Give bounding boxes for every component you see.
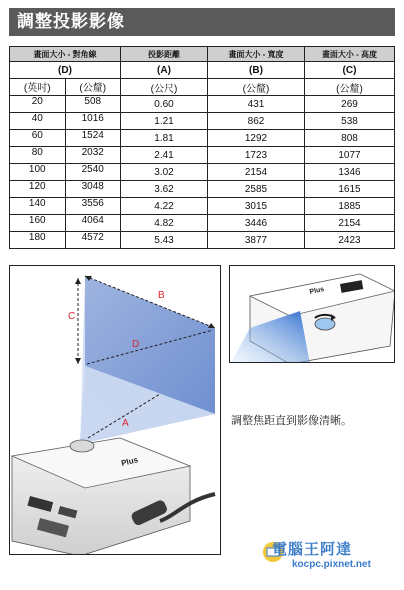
cell-mm: 508 — [84, 96, 102, 107]
cell-diagonal — [10, 181, 121, 198]
cell-distance: 2.41 — [121, 147, 208, 164]
projection-spec-table — [9, 46, 395, 249]
cell-distance: 0.60 — [121, 96, 208, 113]
cell-mm: 3048 — [81, 181, 104, 192]
cell-inch: 40 — [10, 113, 66, 129]
cell-height: 2423 — [305, 232, 395, 249]
cell-distance: 1.81 — [121, 130, 208, 147]
cell-diagonal — [10, 164, 121, 181]
cell-mm: 3556 — [81, 198, 104, 209]
cell-distance: 1.21 — [121, 113, 208, 130]
brand-logo: Plus — [120, 455, 139, 468]
table-row — [10, 130, 395, 147]
watermark-url: kocpc.pixnet.net — [292, 559, 371, 570]
cell-height: 1885 — [305, 198, 395, 215]
table-row — [10, 96, 395, 113]
cell-width: 862 — [208, 113, 305, 130]
cell-inch: 140 — [10, 198, 66, 214]
cell-distance: 4.22 — [121, 198, 208, 215]
cell-height: 2154 — [305, 215, 395, 232]
unit-mm: (公釐) — [79, 83, 107, 94]
cell-mm: 1524 — [81, 130, 104, 141]
table-row — [10, 147, 395, 164]
cell-mm: 1016 — [81, 113, 104, 124]
cell-width: 3446 — [208, 215, 305, 232]
page-title: 調整投影影像 — [9, 8, 395, 36]
header-height: 畫面大小 - 高度 — [305, 47, 395, 62]
watermark-title: 電腦王阿達 — [272, 541, 353, 558]
table-row — [10, 113, 395, 130]
table-code-row — [10, 62, 395, 79]
cell-width: 1292 — [208, 130, 305, 147]
table-row — [10, 215, 395, 232]
code-b: (B) — [208, 62, 305, 79]
cell-height: 1346 — [305, 164, 395, 181]
cell-width: 2154 — [208, 164, 305, 181]
cell-diagonal — [10, 198, 121, 215]
cell-diagonal — [10, 232, 121, 249]
table-unit-row — [10, 79, 395, 96]
focus-diagram-svg — [230, 266, 395, 363]
cell-inch: 120 — [10, 181, 66, 197]
lens-icon — [70, 440, 94, 452]
cell-width: 2585 — [208, 181, 305, 198]
cell-diagonal — [10, 113, 121, 130]
code-c: (C) — [305, 62, 395, 79]
table-header-row — [10, 47, 395, 62]
cell-height: 808 — [305, 130, 395, 147]
projection-diagram-svg — [10, 266, 221, 555]
cell-width: 1723 — [208, 147, 305, 164]
cell-mm: 4064 — [81, 215, 104, 226]
cell-inch: 100 — [10, 164, 66, 180]
label-c: C — [68, 311, 76, 322]
arrowhead — [75, 358, 81, 364]
cell-width: 3877 — [208, 232, 305, 249]
cell-diagonal — [10, 96, 121, 113]
brand-logo: Plus — [308, 286, 325, 296]
cell-height: 1615 — [305, 181, 395, 198]
cell-height: 269 — [305, 96, 395, 113]
unit-height-mm: (公釐) — [305, 79, 395, 96]
cell-inch: 60 — [10, 130, 66, 146]
cell-mm: 2032 — [81, 147, 104, 158]
arrowhead — [75, 278, 81, 284]
label-b: B — [158, 290, 165, 301]
table-row — [10, 181, 395, 198]
cell-distance: 3.02 — [121, 164, 208, 181]
cell-height: 538 — [305, 113, 395, 130]
table-body — [10, 96, 395, 249]
table-row — [10, 232, 395, 249]
focus-diagram — [229, 265, 395, 363]
cell-inch: 20 — [10, 96, 66, 112]
unit-inch: (英吋) — [10, 79, 66, 95]
label-d: D — [132, 339, 140, 350]
cell-width: 431 — [208, 96, 305, 113]
label-a: A — [122, 418, 129, 429]
watermark — [272, 538, 371, 570]
projection-diagram — [9, 265, 221, 555]
focus-caption: 調整焦距直到影像清晰。 — [231, 414, 352, 427]
cell-distance: 5.43 — [121, 232, 208, 249]
unit-meter: (公尺) — [121, 79, 208, 96]
header-distance: 投影距離 — [121, 47, 208, 62]
table-row — [10, 198, 395, 215]
cell-diagonal — [10, 130, 121, 147]
cell-height: 1077 — [305, 147, 395, 164]
unit-width-mm: (公釐) — [208, 79, 305, 96]
cell-inch: 80 — [10, 147, 66, 163]
cell-diagonal — [10, 147, 121, 164]
cell-inch: 160 — [10, 215, 66, 231]
header-diagonal: 畫面大小 - 對角線 — [10, 47, 121, 62]
code-d: (D) — [10, 62, 121, 79]
cell-distance: 4.82 — [121, 215, 208, 232]
arrowhead — [208, 323, 215, 328]
cell-mm: 2540 — [81, 164, 104, 175]
cell-width: 3015 — [208, 198, 305, 215]
unit-diagonal — [10, 79, 121, 96]
cell-distance: 3.62 — [121, 181, 208, 198]
cell-inch: 180 — [10, 232, 66, 248]
code-a: (A) — [121, 62, 208, 79]
table-row — [10, 164, 395, 181]
cell-diagonal — [10, 215, 121, 232]
header-width: 畫面大小 - 寬度 — [208, 47, 305, 62]
cell-mm: 4572 — [81, 232, 104, 243]
